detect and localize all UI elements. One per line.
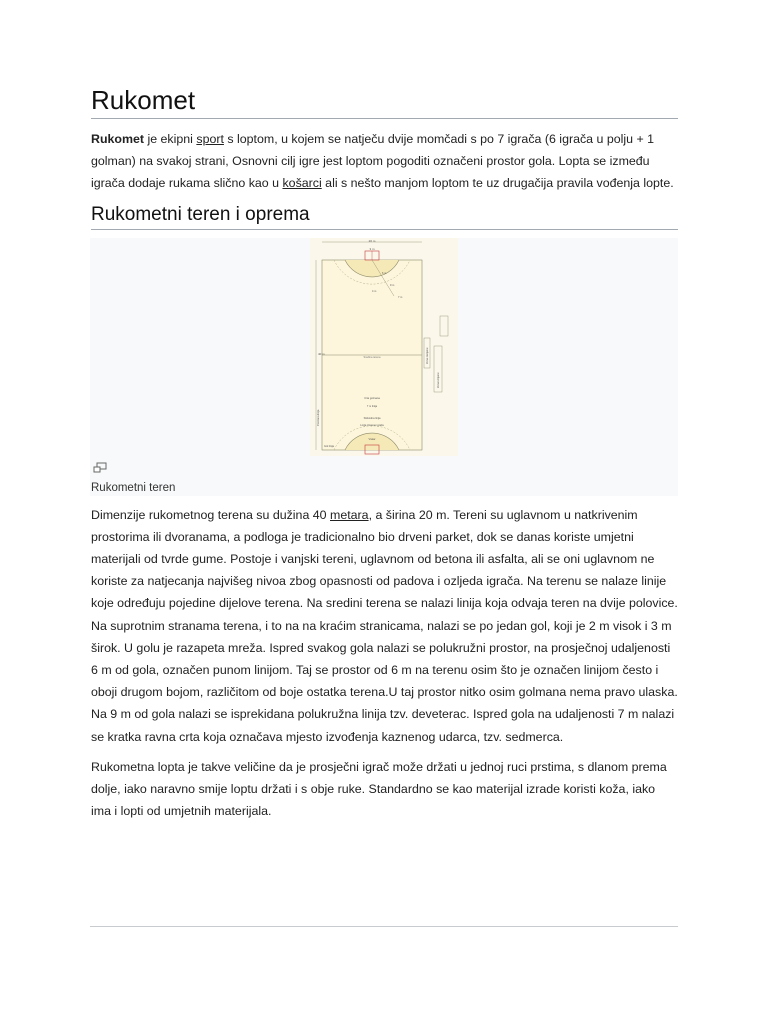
ball-paragraph: Rukometna lopta je takve veličine da je prosječni igrač može držati u jednoj ruci prstima, s dlanom prema dolje, iako naravno smije loptu držati i s obje ruke. Standardno se kao materijal izrade koristi koža, iako ima i lopti od umjetnih materijala. [91, 759, 667, 819]
page-title: Rukomet [91, 80, 678, 119]
magnify-clip-icon[interactable] [93, 462, 107, 474]
small-dim-3: 7 m [398, 295, 403, 299]
side-label-0: Zona zamjene [426, 347, 429, 364]
intro-paragraph: Rukomet je ekipni sport s loptom, u kojem se natječu dvije momčadi s po 7 igrača (6 igrača u polju + 1 golman) na svakoj strani, Osnovni cilj igre jest loptom pogoditi označeni prostor gola. Lopta se između igrača dodaje rukama slično kao u košarci ali s nešto manjom loptom te uz drugačija pravila vođenja lopte. [91, 132, 674, 191]
court-label-4: Vratar [368, 437, 376, 441]
court-diagram[interactable] [310, 238, 458, 456]
court-svg [310, 238, 458, 456]
figure-court [90, 238, 678, 496]
court-label-0: Crta golmana [364, 396, 380, 400]
corner-label: Postrana linija [317, 409, 320, 426]
small-dim-1: 9 m [390, 283, 395, 287]
side-label-1: Zona izmjene [437, 372, 440, 388]
article [90, 80, 678, 830]
figure-caption: Rukometni teren [91, 481, 176, 494]
court-label-2: Slobodna linija [363, 416, 381, 420]
link-metar[interactable]: metara [330, 507, 369, 522]
link-kosarka[interactable]: košarci [282, 176, 322, 191]
dimensions-paragraph: Dimenzije rukometnog terena su dužina 40 metara, a širina 20 m. Tereni su uglavnom u natkrivenim prostorima ili dvoranama, a podloga je tradicionalno bio drveni parket, dok se danas koriste umjetni materijali od tvrde gume. Postoje i vanjski tereni, uglavnom od betona ili asfalta, ali se oni uglavnom ne koriste za natjecanja najvišeg nivoa zbog opasnosti od padova i ozljeda igrača. Na terenu se nalaze linije koje određuju pojedine dijelove terena. Na sredini terena se nalazi linija koja odvaja teren na dvije polovice. Na suprotnim stranama terena, i to na na kraćim stranicama, nalazi se po jedan gol, koji je 2 m visok i 3 m širok. U golu je razapeta mreža. Ispred svakog gola nalazi se polukružni prostor, na prosječnoj udaljenosti 6 m od gola, označen punom linijom. Taj se prostor od 6 m na terenu osim što je označen linijom često i oboji drugom bojom, različitom od boje ostatka terena.U taj prostor nitko osim golmana nema pravo ulaska. Na 9 m od gola nalazi se isprekidana polukružna linija tzv. deveterac. Ispred gola na udaljenosti 7 m nalazi se kratka ravna crta koja označava mjesto izvođenja kaznenog udarca, tzv. sedmerca. [91, 507, 678, 744]
footer-divider [90, 926, 678, 927]
small-dim-2: 4 m [372, 289, 377, 293]
intro-bold-term: Rukomet [91, 132, 145, 146]
bottom-label: Gol linija [324, 444, 334, 448]
section-title: Rukometni teren i oprema [91, 203, 678, 230]
court-label-1: 7 m linija [366, 404, 378, 408]
small-dim-0: 6 m [382, 271, 387, 275]
dim-length: 40 m [318, 351, 325, 356]
center-label: Sredina terena [363, 355, 381, 359]
dim-width: 20 m [368, 238, 376, 243]
bench-box [440, 316, 448, 336]
link-sport[interactable]: sport [196, 132, 224, 146]
court-label-3: Linija izmjene igrača [360, 423, 384, 427]
dim-goal: 3 m [369, 246, 375, 251]
